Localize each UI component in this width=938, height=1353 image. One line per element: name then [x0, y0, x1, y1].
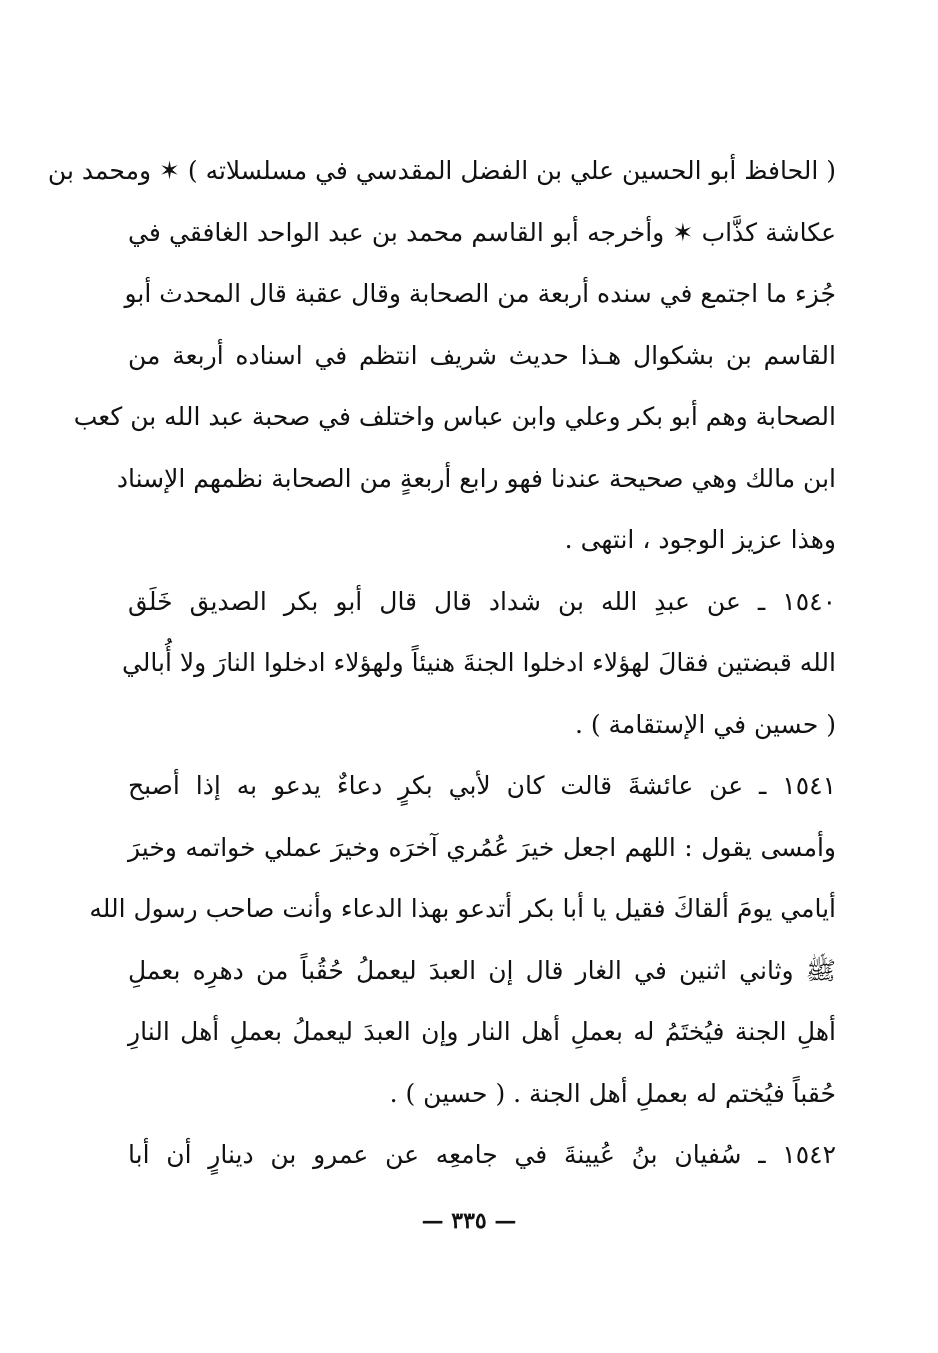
page-number: — ٣٣٥ —: [421, 1208, 517, 1234]
text-line: ١٥٤٢ ـ سُفيان بنُ عُيينةَ في جامعِه عن عمرو بن دينارٍ أن أبا: [128, 1140, 836, 1169]
text-line: ١٥٤١ ـ عن عائشةَ قالت كان لأبي بكرٍ دعاءٌ يدعو به إذا أصبح: [128, 771, 836, 800]
text-line: ( الحافظ أبو الحسين علي بن الفضل المقدسي في مسلسلاته ) ✶ ومحمد بن: [47, 156, 836, 185]
text-line: ١٥٤٠ ـ عن عبدِ الله بن شداد قال قال أبو بكر الصديق خَلَق: [128, 586, 836, 616]
hadith-1541: [89, 755, 836, 1124]
text-line: حُقباً فيُختم له بعملِ أهل الجنة . ( حسين ) .: [389, 1078, 836, 1108]
text-line: جُزء ما اجتمع في سنده أربعة من الصحابة وقال عقبة قال المحدث أبو: [124, 279, 836, 308]
page-body: [47, 140, 836, 1186]
text-line: ﷺ وثاني اثنين في الغار قال إن العبدَ ليعملُ حُقُباً من دهرِه بعملِ: [128, 955, 836, 985]
text-line: القاسم بن بشكوال هـذا حديث شريف انتظم في اسناده أربعة من: [128, 340, 836, 370]
paragraph-continuation: [47, 140, 836, 571]
text-line: أهلِ الجنة فيُختَمُ له بعملِ أهل النار وإن العبدَ ليعملُ بعملِ أهل النارِ: [128, 1017, 836, 1046]
hadith-1542: [128, 1124, 836, 1186]
text-line: الله قبضتين فقالَ لهؤلاء ادخلوا الجنةَ هنيئاً ولهؤلاء ادخلوا النارَ ولا أُبالي: [121, 648, 836, 677]
text-line: الصحابة وهم أبو بكر وعلي وابن عباس واختلف في صحبة عبد الله بن كعب: [73, 402, 836, 431]
text-line: عكاشة كذَّاب ✶ وأخرجه أبو القاسم محمد بن عبد الواحد الغافقي في: [128, 217, 836, 247]
text-line: ( حسين في الإستقامة ) .: [574, 709, 836, 739]
text-line: ابن مالك وهي صحيحة عندنا فهو رابع أربعةٍ من الصحابة نظمهم الإسناد: [116, 463, 836, 493]
text-line: وهذا عزيز الوجود ، انتهى .: [564, 525, 836, 554]
text-line: أيامي يومَ ألقاكَ فقيل يا أبا بكر أتدعو بهذا الدعاء وأنت صاحب رسول الله: [89, 894, 836, 923]
hadith-1540: [121, 571, 836, 756]
text-line: وأمسى يقول : اللهم اجعل خيرَ عُمُري آخرَه وخيرَ عملي خواتمه وخيرَ: [128, 832, 836, 862]
